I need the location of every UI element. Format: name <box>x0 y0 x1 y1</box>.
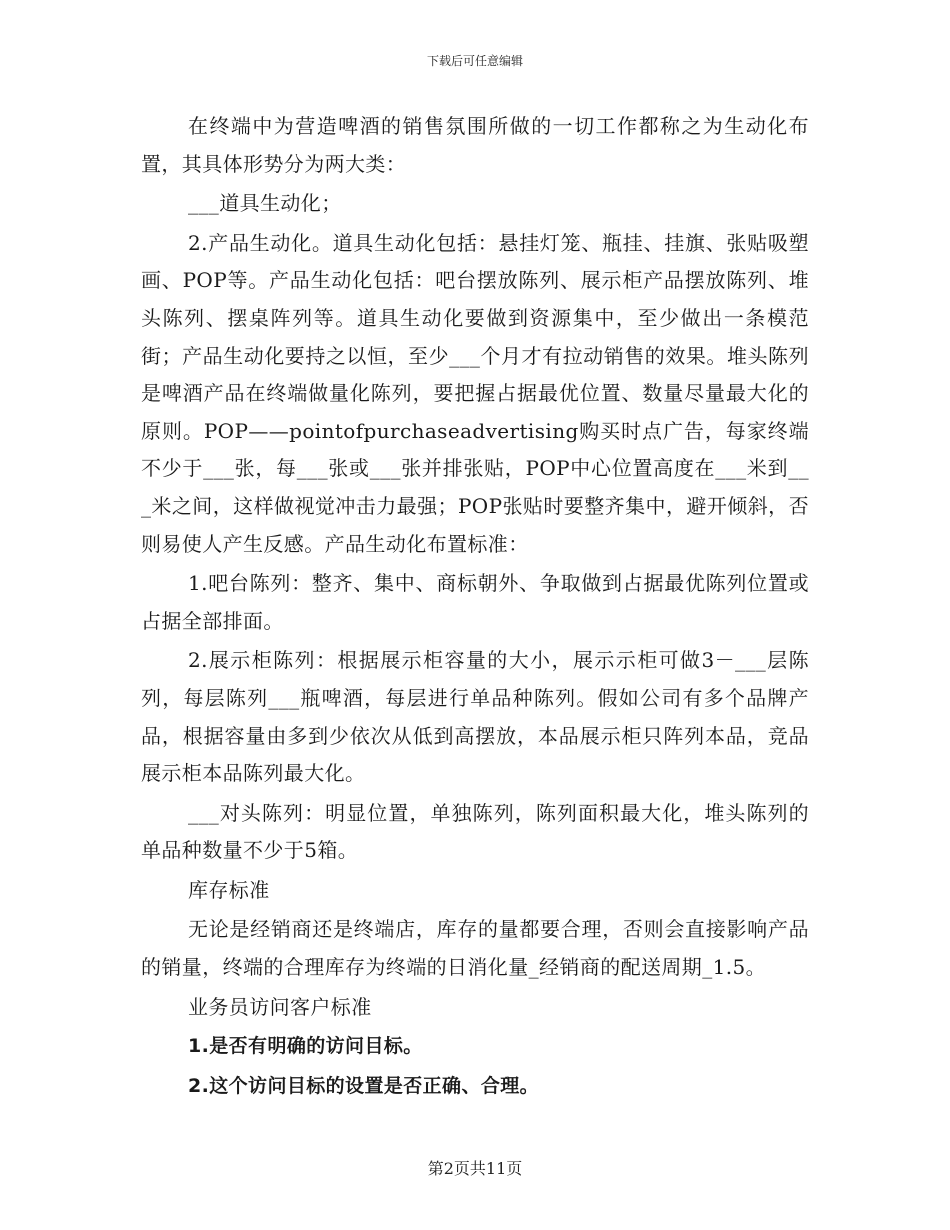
paragraph-stack-display: ___对头陈列：明显位置，单独陈列，陈列面积最大化，堆头陈列的单品种数量不少于5箱。 <box>141 800 809 863</box>
paragraph-cabinet-display: 2.展示柜陈列：根据展示柜容量的大小，展示示柜可做3－___层陈列，每层陈列___瓶啤酒，每层进行单品种陈列。假如公司有多个品牌产品，根据容量由多到少依次从低到高摆放，本品展示柜只阵列本品，竞品展示柜本品陈列最大化。 <box>141 648 809 786</box>
page-header: 下载后可任意编辑 <box>426 54 523 68</box>
section-heading-inventory: 库存标准 <box>188 877 270 902</box>
paragraph-bar-display: 1.吧台陈列：整齐、集中、商标朝外、争取做到占据最优陈列位置或占据全部排面。 <box>141 571 809 633</box>
section-heading-visit: 业务员访问客户标准 <box>188 994 372 1019</box>
paragraph-product-vivid: 2.产品生动化。道具生动化包括：悬挂灯笼、瓶挂、挂旗、张贴吸塑画、POP等。产品生动化包括：吧台摆放陈列、展示柜产品摆放陈列、堆头陈列、摆桌阵列等。道具生动化要做到资源集中，至少做出一条模范街；产品生动化要持之以恒，至少___个月才有拉动销售的效果。堆头陈列是啤酒产品在终端做量化陈列，要把握占据最优位置、数量尽量最大化的原则。POP——pointofpurchaseadvertising购买时点广告，每家终端不少于___张，每___张或___张并排张贴，POP中心位置高度在___米到___米之间，这样做视觉冲击力最强；POP张贴时要整齐集中，避开倾斜，否则易使人产生反感。产品生动化布置标准： <box>141 230 809 556</box>
paragraph-inventory: 无论是经销商还是终端店，库存的量都要合理，否则会直接影响产品的销量，终端的合理库存为终端的日消化量_经销商的配送周期_1.5。 <box>141 917 809 980</box>
bold-item-2: 2.这个访问目标的设置是否正确、合理。 <box>188 1075 540 1098</box>
paragraph-props: ___道具生动化； <box>188 191 342 216</box>
document-body <box>141 108 809 1106</box>
page-footer: 第2页共11页 <box>427 1159 523 1178</box>
paragraph-intro: 在终端中为营造啤酒的销售氛围所做的一切工作都称之为生动化布置，其具体形势分为两大类： <box>141 114 809 176</box>
bold-item-1: 1.是否有明确的访问目标。 <box>188 1035 423 1058</box>
